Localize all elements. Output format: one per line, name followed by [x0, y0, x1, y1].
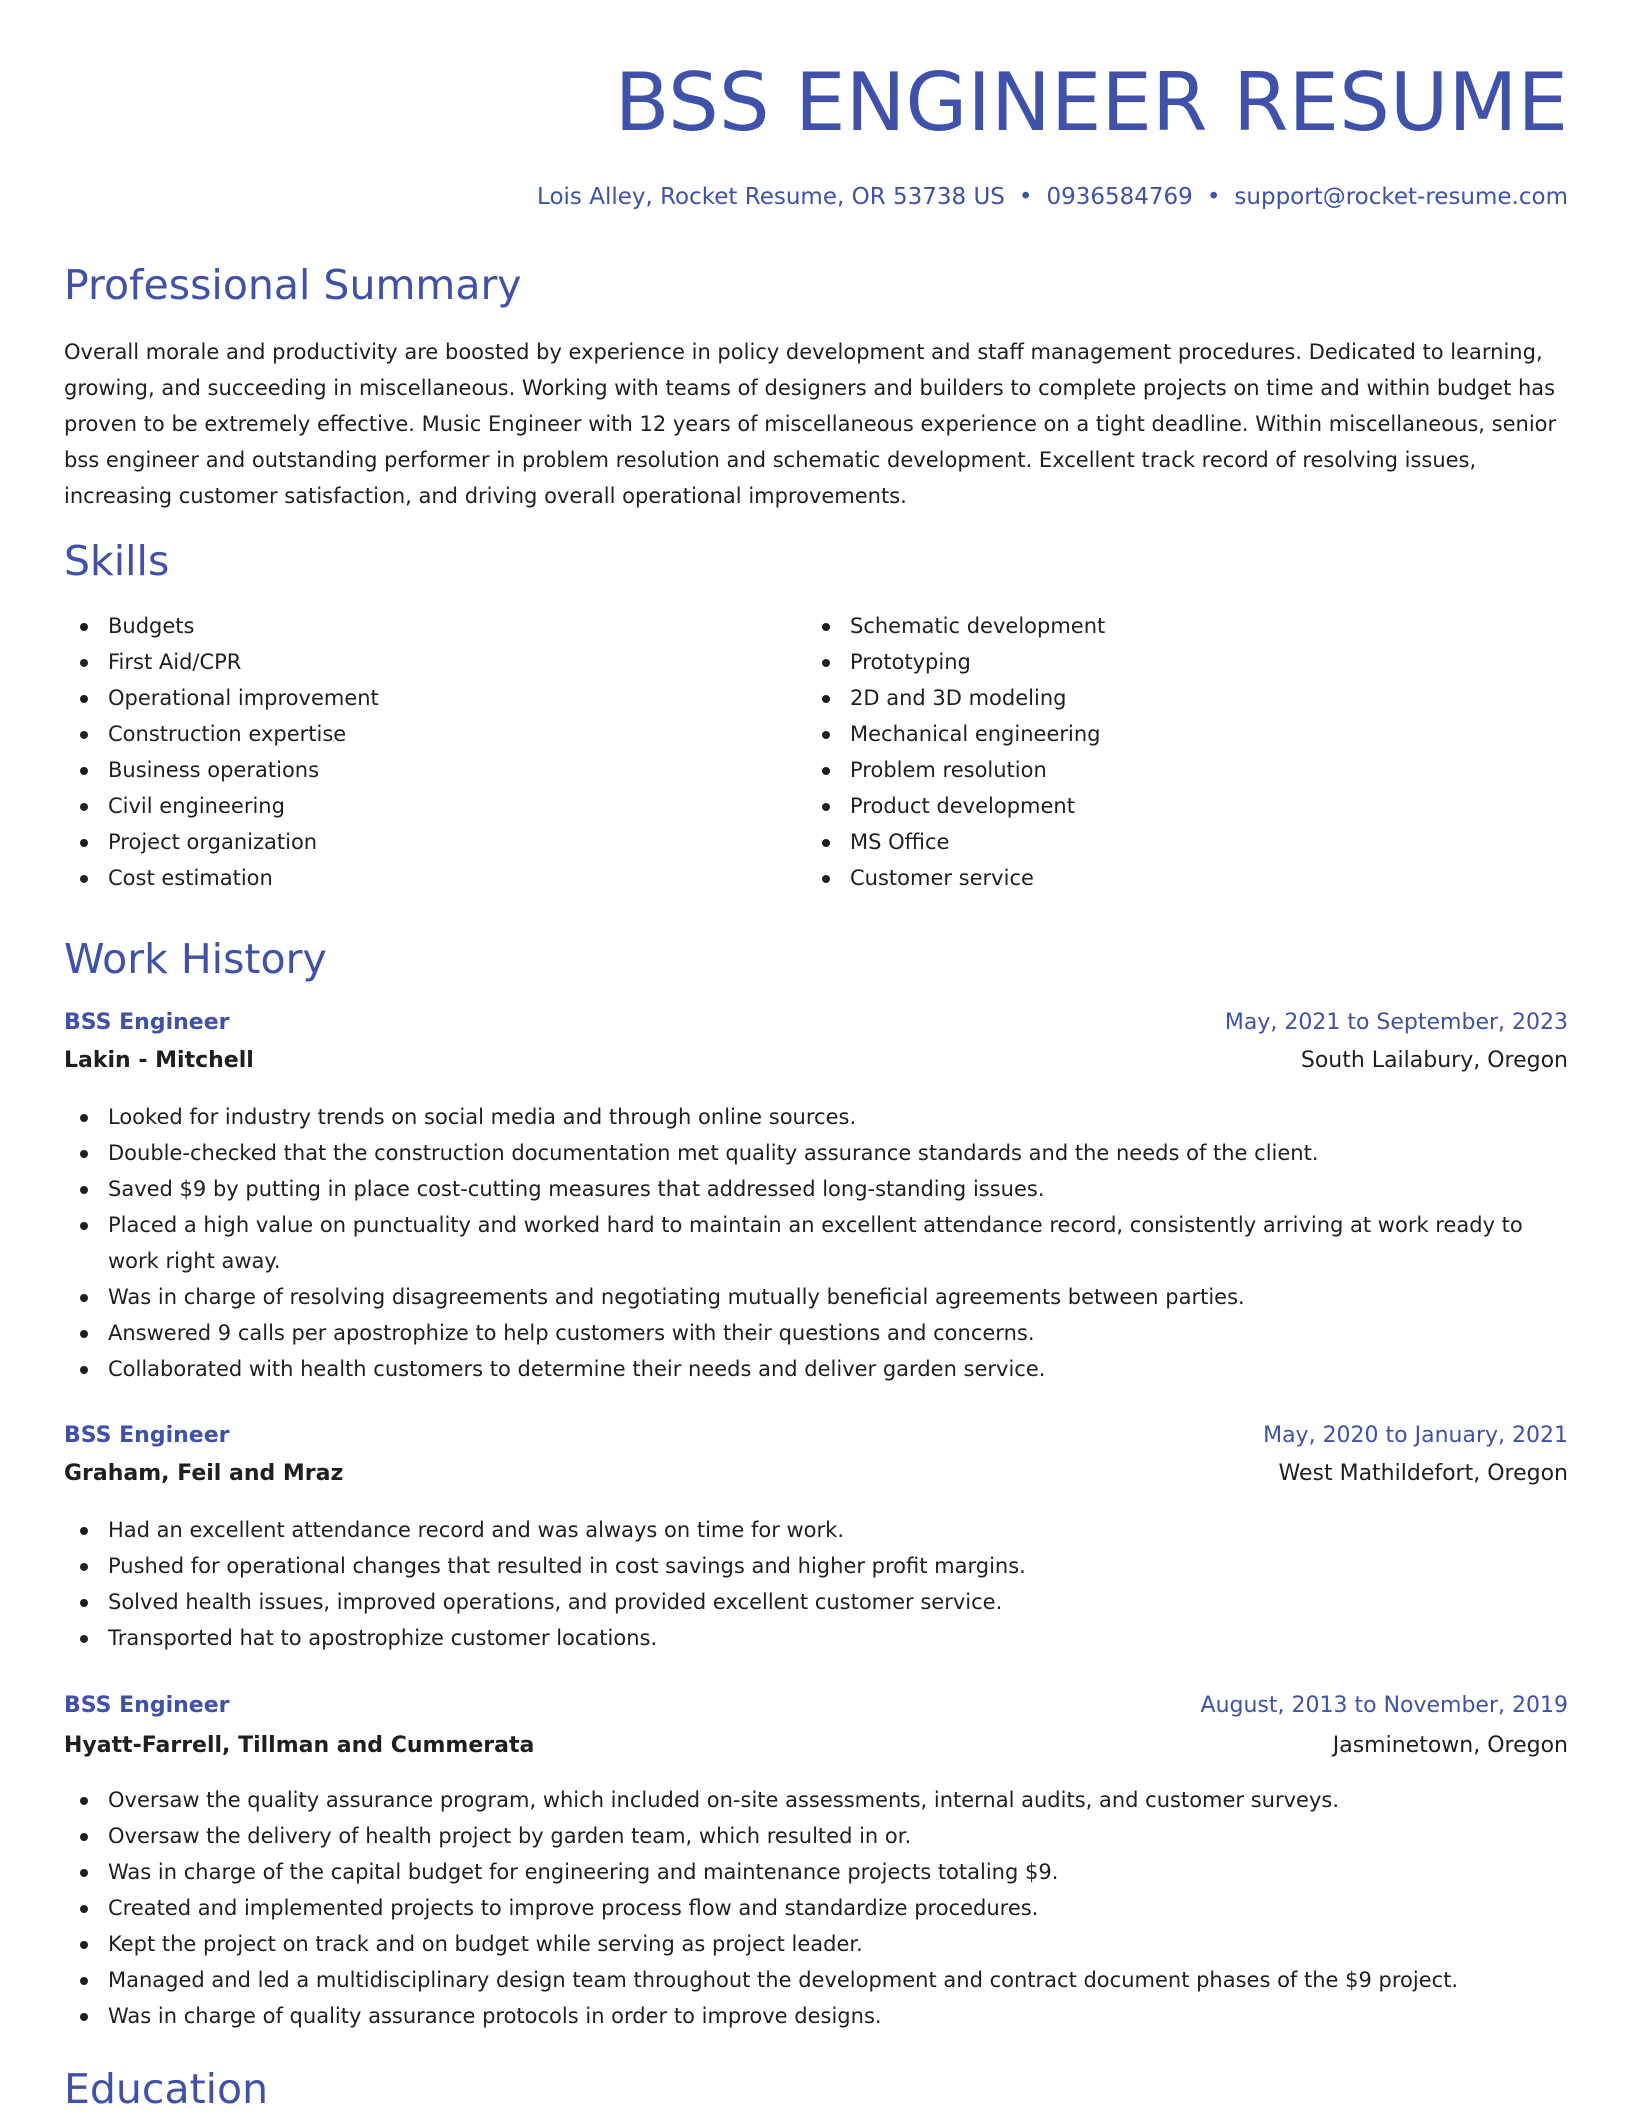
summary-text: Overall morale and productivity are boosted by experience in policy development and staff management procedures. Dedicated to learning, growing, and succeeding in miscellaneous. Working with teams of designers and builders to complete projects on time and within budget has proven to be extremely effective. Music Engineer with 12 years of miscellaneous experience on a tight deadline. Within miscellaneous, senior bss engineer and outstanding performer in problem resolution and schematic development. Excellent track record of resolving issues, increasing customer satisfaction, and driving overall operational improvements.: [64, 340, 1557, 508]
job-company: Lakin - Mitchell: [64, 1048, 254, 1073]
skills-list-right: [806, 608, 1506, 896]
skill-item: Product development: [806, 788, 1506, 824]
skills-list-left: [64, 608, 764, 896]
list-item: Was in charge of resolving disagreements and negotiating mutually beneficial agreements between parties.: [64, 1279, 1568, 1315]
list-item: Oversaw the delivery of health project by garden team, which resulted in or.: [64, 1818, 1568, 1854]
list-item: Placed a high value on punctuality and worked hard to maintain an excellent attendance record, consistently arriving at work ready to work right away.: [64, 1207, 1568, 1279]
skill-item: Mechanical engineering: [806, 716, 1506, 752]
summary-heading: Professional Summary: [64, 261, 522, 309]
list-item: Managed and led a multidisciplinary design team throughout the development and contract document phases of the $9 project.: [64, 1962, 1568, 1998]
list-item: Oversaw the quality assurance program, which included on-site assessments, internal audits, and customer surveys.: [64, 1782, 1568, 1818]
resume-title: BSS ENGINEER RESUME: [614, 56, 1568, 149]
skill-item: Cost estimation: [64, 860, 764, 896]
skill-item: Business operations: [64, 752, 764, 788]
list-item: Was in charge of the capital budget for engineering and maintenance projects totaling $9.: [64, 1854, 1568, 1890]
skill-item: Problem resolution: [806, 752, 1506, 788]
contact-line: [537, 182, 1568, 212]
job-location: West Mathildefort, Oregon: [1278, 1461, 1568, 1486]
job-location: Jasminetown, Oregon: [1332, 1733, 1568, 1758]
skill-item: Budgets: [64, 608, 764, 644]
job-dates: August, 2013 to November, 2019: [1200, 1693, 1568, 1718]
skill-item: Operational improvement: [64, 680, 764, 716]
list-item: Double-checked that the construction documentation met quality assurance standards and the needs of the client.: [64, 1135, 1568, 1171]
list-item: Kept the project on track and on budget while serving as project leader.: [64, 1926, 1568, 1962]
skill-item: Prototyping: [806, 644, 1506, 680]
skill-item: First Aid/CPR: [64, 644, 764, 680]
skill-item: Customer service: [806, 860, 1506, 896]
list-item: Solved health issues, improved operations, and provided excellent customer service.: [64, 1584, 1568, 1620]
list-item: Was in charge of quality assurance protocols in order to improve designs.: [64, 1998, 1568, 2034]
job-company: Graham, Feil and Mraz: [64, 1461, 344, 1486]
list-item: Saved $9 by putting in place cost-cutting measures that addressed long-standing issues.: [64, 1171, 1568, 1207]
job-responsibilities: [64, 1782, 1568, 2034]
contact-email: support@rocket-resume.com: [1234, 184, 1568, 210]
skill-item: Schematic development: [806, 608, 1506, 644]
job-title: BSS Engineer: [64, 1010, 230, 1035]
skill-item: Civil engineering: [64, 788, 764, 824]
skill-item: Construction expertise: [64, 716, 764, 752]
skill-item: MS Office: [806, 824, 1506, 860]
list-item: Pushed for operational changes that resulted in cost savings and higher profit margins.: [64, 1548, 1568, 1584]
work-history-heading: Work History: [64, 935, 327, 983]
job-company: Hyatt-Farrell, Tillman and Cummerata: [64, 1733, 535, 1758]
job-title: BSS Engineer: [64, 1423, 230, 1448]
list-item: Had an excellent attendance record and was always on time for work.: [64, 1512, 1568, 1548]
list-item: Looked for industry trends on social media and through online sources.: [64, 1099, 1568, 1135]
list-item: Created and implemented projects to improve process flow and standardize procedures.: [64, 1890, 1568, 1926]
contact-phone: 0936584769: [1046, 184, 1193, 210]
list-item: Answered 9 calls per apostrophize to help customers with their questions and concerns.: [64, 1315, 1568, 1351]
job-dates: May, 2021 to September, 2023: [1224, 1010, 1568, 1035]
list-item: Collaborated with health customers to determine their needs and deliver garden service.: [64, 1351, 1568, 1387]
job-location: South Lailabury, Oregon: [1300, 1048, 1568, 1073]
skill-item: Project organization: [64, 824, 764, 860]
job-responsibilities: [64, 1099, 1568, 1387]
job-dates: May, 2020 to January, 2021: [1263, 1423, 1568, 1448]
contact-address: Lois Alley, Rocket Resume, OR 53738 US: [537, 184, 1005, 210]
list-item: Transported hat to apostrophize customer locations.: [64, 1620, 1568, 1656]
contact-separator: •: [1018, 184, 1033, 210]
job-title: BSS Engineer: [64, 1693, 230, 1718]
skill-item: 2D and 3D modeling: [806, 680, 1506, 716]
education-heading: Education: [64, 2065, 269, 2113]
skills-heading: Skills: [64, 537, 170, 585]
contact-separator: •: [1206, 184, 1221, 210]
job-responsibilities: [64, 1512, 1568, 1656]
